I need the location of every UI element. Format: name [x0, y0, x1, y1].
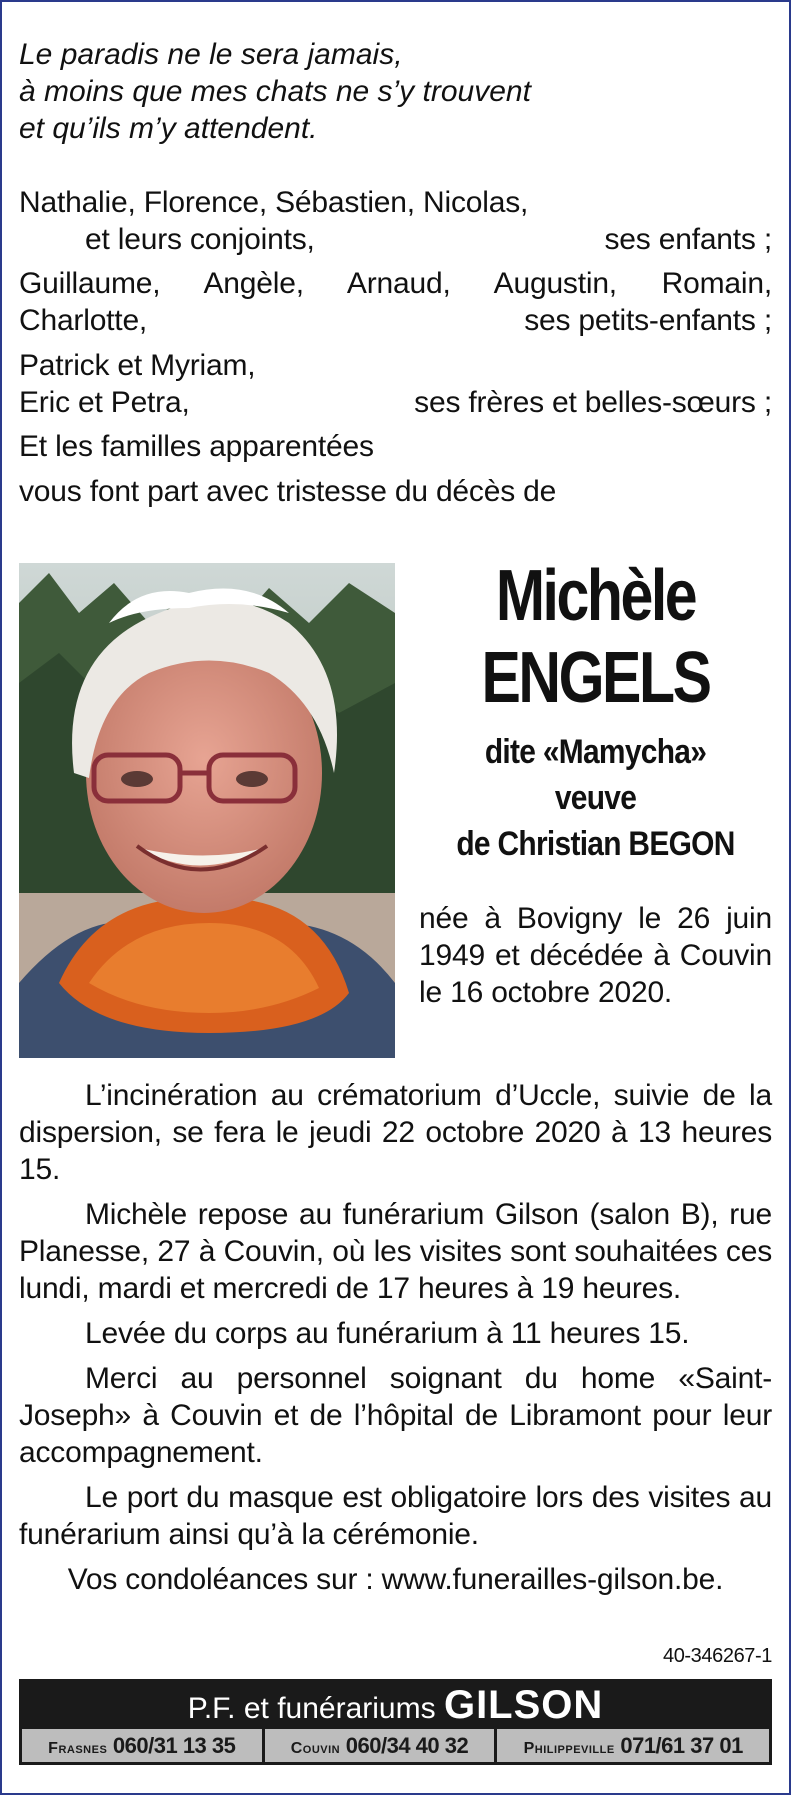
phone-city: Couvin	[290, 1740, 341, 1757]
deceased-header	[419, 555, 772, 867]
grandchildren-names: Guillaume, Angèle, Arnaud, Augustin, Romain,	[19, 267, 772, 300]
reference-number: 40-346267-1	[662, 1645, 772, 1667]
grandchildren-role: ses petits-enfants ;	[524, 304, 772, 337]
phone-frasnes	[22, 1729, 262, 1762]
nickname: dite «Mamycha»	[484, 733, 707, 771]
siblings-line-1: Patrick et Myriam,	[19, 349, 256, 382]
children-line	[19, 221, 772, 258]
widow-label: veuve	[554, 779, 637, 817]
children-names: Nathalie, Florence, Sébastien, Nicolas,	[19, 186, 529, 219]
phone-number: 060/34 40 32	[345, 1733, 469, 1758]
spouse-name: de Christian BEGON	[456, 825, 735, 863]
poem-line: à moins que mes chats ne s’y trouvent	[19, 75, 531, 108]
children-role: ses enfants ;	[604, 223, 772, 256]
siblings-line	[19, 384, 772, 421]
poem-line: et qu’ils m’y attendent.	[19, 112, 318, 145]
paragraph-departure: Levée du corps au funérarium à 11 heures 15.	[85, 1317, 690, 1350]
phone-number: 060/31 13 35	[112, 1733, 236, 1758]
deceased-first-name: Michèle	[495, 556, 696, 636]
phone-philippeville	[497, 1729, 769, 1762]
children-spouses: et leurs conjoints,	[85, 223, 315, 256]
paragraph-thanks: Merci au personnel soignant du home «Saint-Joseph» à Couvin et de l’hôpital de Libramont pour leur accompagnement.	[19, 1362, 772, 1469]
grandchildren-line	[19, 302, 772, 339]
service-details	[19, 1077, 772, 1598]
portrait-photo	[19, 563, 395, 1058]
birth-death-details: née à Bovigny le 26 juin 1949 et décédée à Couvin le 16 octobre 2020.	[419, 902, 772, 1009]
funeral-home-banner	[19, 1679, 772, 1765]
phone-city: Frasnes	[48, 1740, 108, 1757]
siblings-role: ses frères et belles-sœurs ;	[414, 386, 772, 419]
brand-name: GILSON	[443, 1683, 604, 1727]
phone-list	[22, 1729, 769, 1762]
paragraph-visitation: Michèle repose au funérarium Gilson (salon B), rue Planesse, 27 à Couvin, où les visites sont souhaitées ces lundi, mardi et mercredi de 17 heures à 19 heures.	[19, 1198, 772, 1305]
phone-couvin	[265, 1729, 495, 1762]
condolences-line: Vos condoléances sur : www.funerailles-gilson.be.	[67, 1563, 724, 1596]
related-families: Et les familles apparentées	[19, 430, 374, 463]
paragraph-cremation: L’incinération au crématorium d’Uccle, suivie de la dispersion, se fera le jeudi 22 octobre 2020 à 13 heures 15.	[19, 1079, 772, 1186]
deceased-last-name: ENGELS	[481, 638, 710, 718]
phone-number: 071/61 37 01	[620, 1733, 743, 1758]
funeral-home-title	[19, 1685, 772, 1729]
title-prefix: P.F. et funérariums	[187, 1692, 436, 1725]
grandchildren-names-2: Charlotte,	[19, 304, 148, 337]
siblings-line-2: Eric et Petra,	[19, 386, 190, 419]
epigraph-poem	[19, 36, 772, 147]
paragraph-mask: Le port du masque est obligatoire lors des visites au funérarium ainsi qu’à la cérémonie.	[19, 1481, 772, 1551]
phone-city: Philippeville	[523, 1740, 615, 1757]
announcement-line: vous font part avec tristesse du décès de	[19, 475, 557, 508]
poem-line: Le paradis ne le sera jamais,	[19, 38, 403, 71]
